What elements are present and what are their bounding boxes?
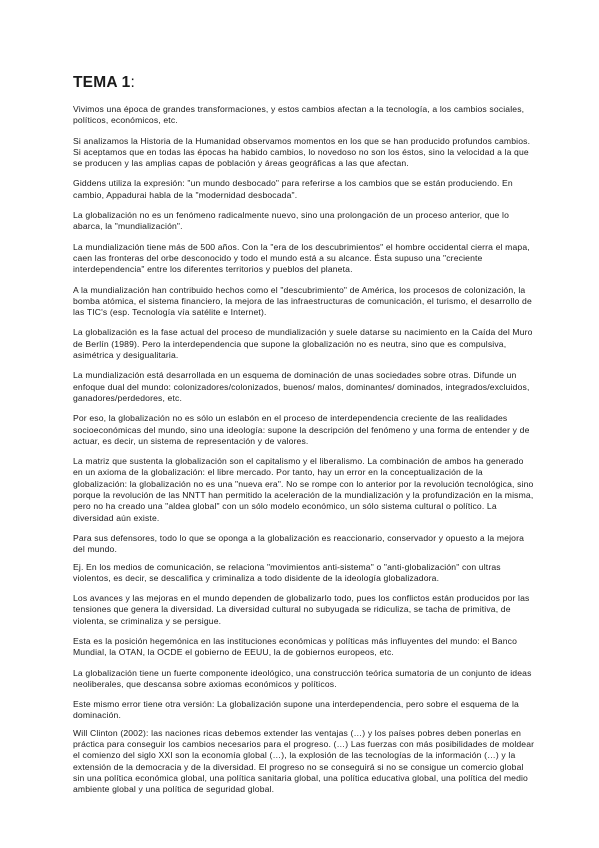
- paragraph-4: La globalización no es un fenómeno radicalmente nuevo, sino una prolongación de un proceso anterior, que lo abarca, la "mundialización".: [73, 210, 510, 232]
- paragraph-12: Ej. En los medios de comunicación, se relaciona "movimientos anti-sistema" o "anti-globalización" con ultras violentos, es decir, se descalifica y criminaliza a todo disidente de la ideología globalizadora.: [73, 561, 501, 583]
- paragraph-13: Los avances y las mejoras en el mundo dependen de globalizarlo todo, pues los conflictos están producidos por las tensiones que genera la diversidad. La diversidad cultural no subyugada se ridiculiza, se tacha de primitiva, de violenta, se criminaliza y se persigue.: [73, 593, 530, 626]
- paragraph-9: Por eso, la globalización no es sólo un eslabón en el proceso de interdependencia creciente de las realidades socioeconómicas del mundo, sino una ideología: supone la descripción del fenómeno y una forma de entender y de actuar, es decir, un sistema de representación y de valores.: [73, 413, 530, 446]
- paragraph-6: A la mundialización han contribuido hechos como el "descubrimiento" de América, los procesos de colonización, la bomba atómica, el sistema financiero, la mejora de las infraestructuras de comunicación, el turismo, el desarrollo de las TIC's (esp. Tecnología vía satélite e Internet).: [73, 284, 532, 318]
- paragraph-8: La mundialización está desarrollada en un esquema de dominación de unas sociedades sobre otras. Difunde un enfoque dual del mundo: colonizadores/colonizados, buenos/ malos, dominantes/ dominados, integrados/excluidos, ganadores/perdedores, etc.: [73, 370, 530, 403]
- paragraph-1: Vivimos una época de grandes transformaciones, y estos cambios afectan a la tecnología, a los cambios sociales, políticos, económicos, etc.: [73, 104, 525, 126]
- paragraph-15: La globalización tiene un fuerte componente ideológico, una construcción teórica sumatoria de un conjunto de ideas neoliberales, que descansa sobre axiomas económicos y políticos.: [73, 667, 532, 689]
- paragraph-7: La globalización es la fase actual del proceso de mundialización y suele datarse su nacimiento en la Caída del Muro de Berlín (1989). Pero la interdependencia que supone la globalización no es neutra, sino que es compulsiva, asimétrica y desigualitaria.: [73, 327, 533, 361]
- paragraph-11: Para sus defensores, todo lo que se oponga a la globalización es reaccionario, conservador y opuesto a la mejora del mundo.: [73, 532, 525, 555]
- document-title: [73, 74, 535, 92]
- title-colon: :: [130, 74, 135, 91]
- paragraph-3: Giddens utiliza la expresión: "un mundo desbocado" para referirse a los cambios que se están produciendo. En cambio, Appadurai habla de la "modernidad desbocada".: [73, 178, 513, 200]
- paragraph-5: La mundialización tiene más de 500 años. Con la "era de los descubrimientos" el hombre occidental cierra el mapa, caen las fronteras del orbe desconocido y todo el mundo está a su alcance. Ésta supuso una "creciente interdependencia" entre los diferentes territorios y pueblos del planeta.: [73, 241, 530, 275]
- paragraph-16: Este mismo error tiene otra versión: La globalización supone una interdependencia, pero sobre el esquema de la dominación.: [73, 699, 519, 721]
- paragraph-14: Esta es la posición hegemónica en las instituciones económicas y políticas más influyentes del mundo: el Banco Mundial, la OTAN, la OCDE el gobierno de EEUU, la de gobiernos europeos, etc.: [73, 635, 518, 658]
- paragraph-2: Si analizamos la Historia de la Humanidad observamos momentos en los que se han producido profundos cambios. Si aceptamos que en todas las épocas ha habido cambios, lo novedoso no son los éstos, sino la velocidad a la que se producen y las amplias capas de población y áreas geográficas a las que afectan.: [73, 135, 531, 169]
- paragraph-10: La matriz que sustenta la globalización son el capitalismo y el liberalismo. La combinación de ambos ha generado en un axioma de la globalización: el libre mercado. Por tanto, hay un error en la conceptualización de la globalización: la globalización no es una "nueva era". No se rompe con lo anterior por la revolución tecnológica, sino porque la revolución de las NNTT han permitido la aceleración de la mundialización y la profundización en la misma, pero no ha creado una "aldea global" con un sólo modelo económico, un sólo sistema cultural o político. La diversidad aún existe.: [73, 456, 534, 523]
- paragraph-17: Will Clinton (2002): las naciones ricas debemos extender las ventajas (…) y los países pobres deben ponerlas en práctica para conseguir los cambios necesarios para el progreso. (…) Las fuerzas con más posibilidades de moldear el comienzo del siglo XXI son la economía global (…), la explosión de las tecnologías de la información (…) y la extensión de la democracia y de la diversidad. El progreso no se conseguirá si no se consigue un comercio global sin una política económica global, una política sanitaria global, una política educativa global, una política del medio ambiente global y una política de seguridad global.: [73, 727, 535, 795]
- title-text: TEMA 1: [73, 74, 131, 91]
